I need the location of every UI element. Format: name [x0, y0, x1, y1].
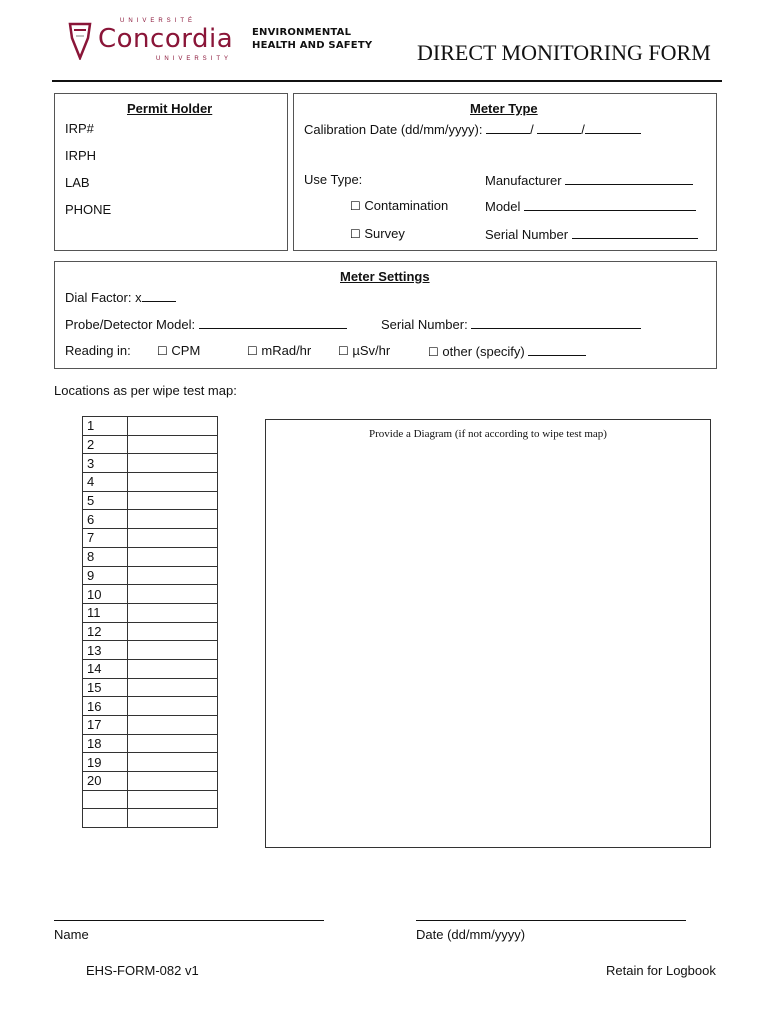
retain-note: Retain for Logbook [606, 963, 716, 978]
probe-serial-field[interactable] [381, 316, 641, 332]
other-label: other (specify) [442, 344, 525, 359]
irph-field[interactable]: IRPH [65, 148, 97, 163]
table-row [83, 585, 218, 604]
usv-checkbox[interactable]: ☐ [338, 344, 349, 358]
location-number: 13 [83, 641, 128, 660]
locations-table [82, 416, 218, 828]
lab-field[interactable]: LAB [65, 175, 90, 190]
location-entry-cell[interactable] [128, 641, 218, 660]
date-signature-line[interactable] [416, 920, 686, 921]
location-entry-cell[interactable] [128, 659, 218, 678]
location-entry-cell[interactable] [128, 716, 218, 735]
manufacturer-label: Manufacturer [485, 173, 562, 188]
location-entry-cell[interactable] [128, 790, 218, 809]
table-row [83, 547, 218, 566]
location-number: 3 [83, 454, 128, 473]
survey-checkbox[interactable]: ☐ [350, 227, 361, 241]
cpm-checkbox[interactable]: ☐ [157, 344, 168, 358]
table-row [83, 510, 218, 529]
location-number [83, 790, 128, 809]
location-number: 17 [83, 716, 128, 735]
location-number: 9 [83, 566, 128, 585]
location-entry-cell[interactable] [128, 772, 218, 791]
reading-usv-option[interactable] [338, 343, 390, 358]
location-entry-cell[interactable] [128, 547, 218, 566]
meter-type-box [293, 93, 717, 251]
location-entry-cell[interactable] [128, 566, 218, 585]
table-row [83, 659, 218, 678]
dial-factor-field[interactable] [65, 289, 176, 305]
location-entry-cell[interactable] [128, 585, 218, 604]
location-number [83, 809, 128, 828]
meter-serial-field[interactable] [485, 226, 698, 242]
survey-option[interactable] [350, 226, 405, 241]
date-label: Date (dd/mm/yyyy) [416, 927, 526, 942]
logo-bottom-text: UNIVERSITY [156, 56, 233, 62]
form-title: DIRECT MONITORING FORM [417, 40, 711, 65]
location-entry-cell[interactable] [128, 454, 218, 473]
location-entry-cell[interactable] [128, 678, 218, 697]
table-row [83, 734, 218, 753]
location-number: 18 [83, 734, 128, 753]
reading-mrad-option[interactable] [247, 343, 311, 358]
phone-field[interactable]: PHONE [65, 202, 112, 217]
table-row [83, 716, 218, 735]
location-entry-cell[interactable] [128, 491, 218, 510]
table-row [83, 641, 218, 660]
contamination-checkbox[interactable]: ☐ [350, 199, 361, 213]
mrad-checkbox[interactable]: ☐ [247, 344, 258, 358]
location-entry-cell[interactable] [128, 435, 218, 454]
logo-top-text: UNIVERSITÉ [120, 18, 197, 24]
location-number: 2 [83, 435, 128, 454]
locations-label: Locations as per wipe test map: [54, 383, 237, 398]
table-row [83, 454, 218, 473]
cpm-label: CPM [171, 343, 201, 358]
calibration-date-label: Calibration Date (dd/mm/yyyy): [304, 122, 487, 137]
location-number: 20 [83, 772, 128, 791]
location-entry-cell[interactable] [128, 734, 218, 753]
table-row [83, 809, 218, 828]
reading-in-label: Reading in: [65, 343, 131, 358]
location-number: 1 [83, 417, 128, 436]
location-number: 16 [83, 697, 128, 716]
logo-main-text: Concordia [98, 24, 234, 54]
contamination-label: Contamination [364, 198, 449, 213]
location-entry-cell[interactable] [128, 622, 218, 641]
probe-model-label: Probe/Detector Model: [65, 317, 196, 332]
table-row [83, 772, 218, 791]
meter-settings-heading: Meter Settings [340, 269, 430, 284]
location-entry-cell[interactable] [128, 529, 218, 548]
table-row [83, 603, 218, 622]
meter-type-heading: Meter Type [470, 101, 538, 116]
table-row [83, 566, 218, 585]
calibration-date-field[interactable]: Calibration Date (dd/mm/yyyy): / / [304, 121, 641, 137]
irp-field[interactable]: IRP# [65, 121, 94, 136]
location-number: 4 [83, 473, 128, 492]
table-row [83, 435, 218, 454]
table-row [83, 753, 218, 772]
contamination-option[interactable] [350, 198, 448, 213]
other-checkbox[interactable]: ☐ [428, 345, 439, 359]
diagram-area[interactable] [265, 419, 711, 848]
mrad-label: mRad/hr [261, 343, 312, 358]
form-code: EHS-FORM-082 v1 [86, 963, 199, 978]
table-row [83, 678, 218, 697]
dial-factor-label: Dial Factor: x [65, 290, 142, 305]
location-number: 8 [83, 547, 128, 566]
location-number: 19 [83, 753, 128, 772]
location-number: 6 [83, 510, 128, 529]
location-entry-cell[interactable] [128, 809, 218, 828]
reading-other-option[interactable] [428, 343, 586, 359]
department-line2: HEALTH AND SAFETY [252, 40, 373, 51]
meter-settings-box [54, 261, 717, 369]
location-number: 12 [83, 622, 128, 641]
location-entry-cell[interactable] [128, 510, 218, 529]
usv-label: µSv/hr [352, 343, 391, 358]
concordia-logo [68, 18, 238, 64]
location-entry-cell[interactable] [128, 697, 218, 716]
table-row [83, 790, 218, 809]
location-entry-cell[interactable] [128, 417, 218, 436]
name-signature-line[interactable] [54, 920, 324, 921]
name-label: Name [54, 927, 89, 942]
permit-holder-heading: Permit Holder [127, 101, 213, 116]
reading-cpm-option[interactable] [157, 343, 200, 358]
table-row [83, 417, 218, 436]
location-entry-cell[interactable] [128, 473, 218, 492]
permit-holder-box [54, 93, 288, 251]
diagram-caption: Provide a Diagram (if not according to wipe test map) [369, 428, 607, 440]
meter-serial-label: Serial Number [485, 227, 569, 242]
table-row [83, 697, 218, 716]
manufacturer-field[interactable] [485, 172, 693, 188]
model-field[interactable] [485, 198, 696, 214]
table-row [83, 529, 218, 548]
model-label: Model [485, 199, 521, 214]
probe-serial-label: Serial Number: [381, 317, 468, 332]
department-name [252, 26, 372, 52]
department-line1: ENVIRONMENTAL [252, 27, 352, 38]
location-number: 11 [83, 603, 128, 622]
location-entry-cell[interactable] [128, 603, 218, 622]
location-entry-cell[interactable] [128, 753, 218, 772]
header-rule [52, 80, 722, 82]
table-row [83, 473, 218, 492]
table-row [83, 622, 218, 641]
probe-model-field[interactable] [65, 316, 347, 332]
use-type-label: Use Type: [304, 172, 363, 187]
location-number: 7 [83, 529, 128, 548]
table-row [83, 491, 218, 510]
location-number: 10 [83, 585, 128, 604]
survey-label: Survey [364, 226, 405, 241]
location-number: 5 [83, 491, 128, 510]
concordia-crest-icon [68, 22, 92, 60]
location-number: 15 [83, 678, 128, 697]
location-number: 14 [83, 659, 128, 678]
